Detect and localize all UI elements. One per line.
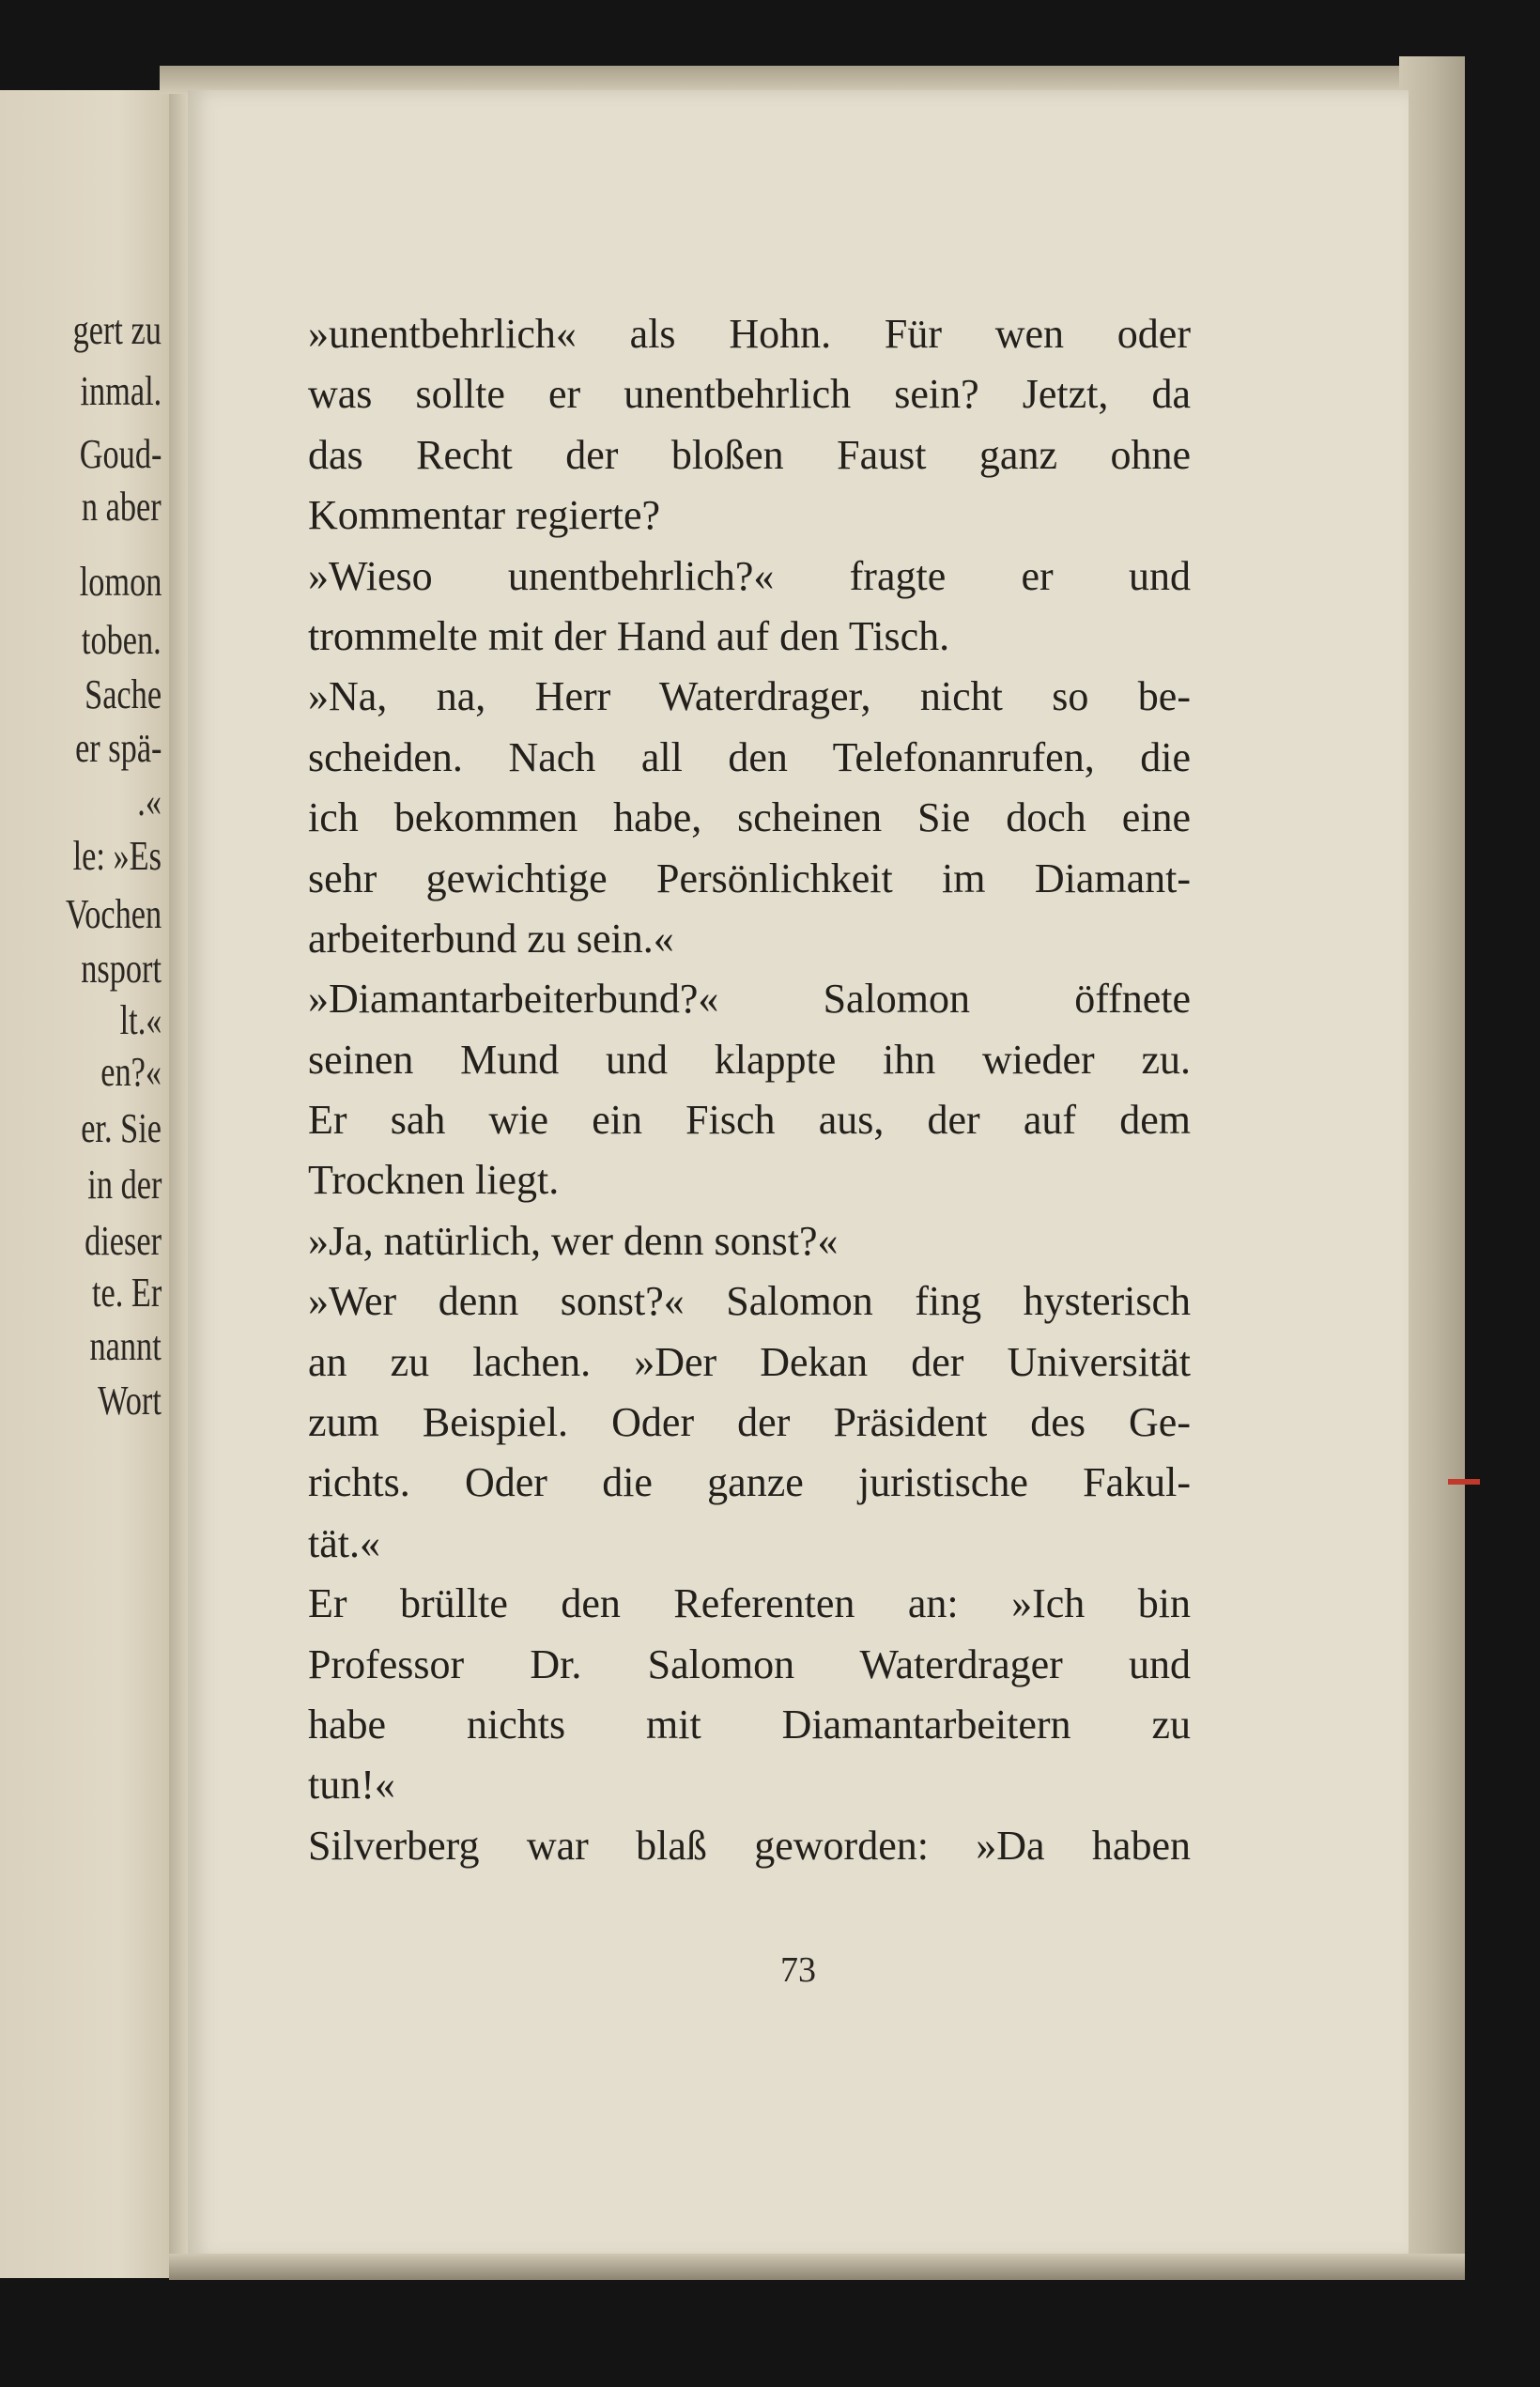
left-page-text-fragment: lt.« <box>119 997 162 1043</box>
red-bookmark-ribbon <box>1448 1479 1480 1485</box>
text-line: arbeiterbund zu sein.« <box>308 915 674 962</box>
text-line: Trocknen liegt. <box>308 1157 560 1204</box>
text-line: an zu lachen. »Der Dekan der Universität <box>308 1338 1191 1385</box>
left-page-text-fragment: Wort <box>98 1378 162 1424</box>
text-line: Professor Dr. Salomon Waterdrager und <box>308 1640 1191 1687</box>
text-line: tun!« <box>308 1762 395 1809</box>
left-page-text-fragment: n aber <box>82 484 162 530</box>
left-page-text-fragment: in der <box>86 1162 162 1208</box>
text-line: habe nichts mit Diamantarbeitern zu <box>308 1701 1191 1748</box>
left-page-text-fragment: te. Er <box>91 1270 162 1316</box>
text-line: »Diamantarbeiterbund?« Salomon öffnete <box>308 976 1191 1023</box>
book-gutter <box>169 90 188 2278</box>
left-page-text-fragment: Goud- <box>79 431 162 477</box>
text-line: ich bekommen habe, scheinen Sie doch eine <box>308 794 1191 841</box>
cover-board-edge <box>1399 56 1465 2254</box>
left-page-text-fragment: er. Sie <box>81 1105 162 1151</box>
left-page-text-fragment: le: »Es <box>72 833 162 879</box>
left-page-text-fragment: Sache <box>85 671 162 717</box>
body-text <box>308 304 1191 1876</box>
text-line: trommelte mit der Hand auf den Tisch. <box>308 612 950 659</box>
left-page-text-fragment: toben. <box>82 617 162 663</box>
left-page-text-fragment: inmal. <box>80 368 162 414</box>
text-line: seinen Mund und klappte ihn wieder zu. <box>308 1036 1191 1083</box>
text-line: »Wer denn sonst?« Salomon fing hysterisch <box>308 1278 1191 1325</box>
left-page-text-fragment: lomon <box>79 559 162 605</box>
text-line: das Recht der bloßen Faust ganz ohne <box>308 431 1191 478</box>
left-page-text-fragment: Vochen <box>65 891 162 937</box>
text-line: Silverberg war blaß geworden: »Da haben <box>308 1822 1191 1869</box>
text-line: »unentbehrlich« als Hohn. Für wen oder <box>308 311 1191 357</box>
left-page-text-fragment: .« <box>137 778 162 824</box>
text-line: Er sah wie ein Fisch aus, der auf dem <box>308 1097 1191 1144</box>
text-line: Er brüllte den Referenten an: »Ich bin <box>308 1580 1191 1627</box>
text-line: scheiden. Nach all den Telefonanrufen, die <box>308 733 1191 780</box>
right-page <box>188 90 1409 2259</box>
text-line: sehr gewichtige Persönlichkeit im Diamant- <box>308 855 1191 901</box>
left-page <box>0 90 169 2278</box>
text-line: Kommentar regierte? <box>308 492 661 539</box>
text-line: tät.« <box>308 1519 380 1566</box>
left-page-text-fragment: gert zu <box>72 307 162 353</box>
left-page-text-fragment: en?« <box>100 1049 162 1095</box>
text-line: »Wieso unentbehrlich?« fragte er und <box>308 552 1191 599</box>
text-line: »Na, na, Herr Waterdrager, nicht so be- <box>308 673 1191 720</box>
text-line: »Ja, natürlich, wer denn sonst?« <box>308 1217 839 1264</box>
left-page-text-fragment: dieser <box>85 1218 162 1264</box>
text-line: was sollte er unentbehrlich sein? Jetzt, da <box>308 371 1191 418</box>
text-line: richts. Oder die ganze juristische Fakul- <box>308 1459 1191 1506</box>
left-page-text-fragment: nannt <box>89 1323 162 1369</box>
page-number: 73 <box>780 1950 816 1990</box>
page-bottom-edge <box>169 2254 1465 2280</box>
left-page-text-fragment: er spä- <box>74 725 162 771</box>
left-page-text-fragment: nsport <box>81 946 162 992</box>
text-line: zum Beispiel. Oder der Präsident des Ge- <box>308 1399 1191 1446</box>
